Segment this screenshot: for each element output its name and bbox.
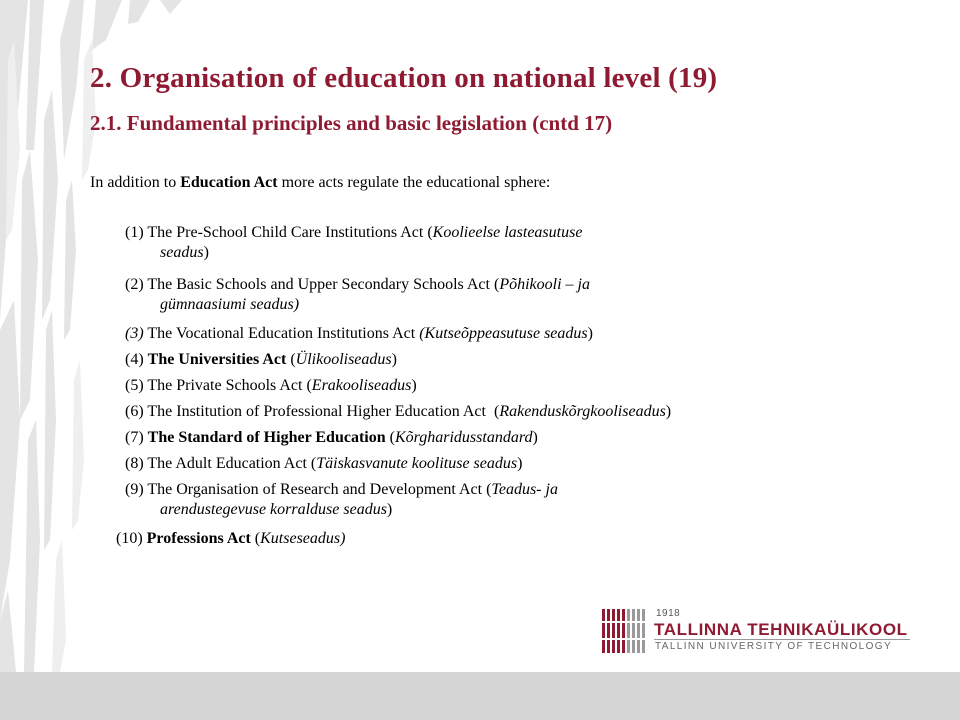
act-local-name: Kutseseadus) [260,530,346,547]
act-local-name: Rakenduskõrgkooliseadus [499,403,666,420]
logo-divider [654,639,910,640]
act-number: (7) [125,429,144,446]
act-local-name: Põhikooli – ja [499,276,590,293]
act-name: The Organisation of Research and Development Act [147,481,483,498]
slide-subtitle: 2.1. Fundamental principles and basic legislation (cntd 17) [90,111,613,135]
intro-bold: Education Act [180,174,278,191]
act-item-7: (7) The Standard of Higher Education (Kõrgharidusstandard) [125,429,538,446]
act-item-1: (1) The Pre-School Child Care Institutions Act (Koolieelse lasteasutuse seadus) [125,224,583,261]
act-name: The Pre-School Child Care Institutions Act [147,224,424,241]
act-local-name-cont: seadus [160,244,204,261]
act-name: The Institution of Professional Higher Education Act [147,403,486,420]
act-local-name-cont: arendustegevuse korralduse seadus [160,501,387,518]
act-name: The Basic Schools and Upper Secondary Schools Act [147,276,490,293]
act-number: (8) [125,455,144,472]
act-local-name-cont: gümnaasiumi seadus) [160,296,300,313]
intro-text [90,174,550,192]
act-number: (9) [125,481,144,498]
act-item-5: (5) The Private Schools Act (Erakooliseadus) [125,377,417,394]
logo-subtitle: TALLINN UNIVERSITY OF TECHNOLOGY [655,641,893,652]
act-number: (10) [116,530,143,547]
act-number: (6) [125,403,144,420]
act-local-name: Kutseõppeasutuse seadus [424,325,588,342]
intro-after: more acts regulate the educational sphere: [277,174,551,191]
act-local-name: Kõrgharidusstandard [394,429,533,446]
act-number: (2) [125,276,144,293]
act-number: (5) [125,377,144,394]
act-item-10: (10) Professions Act (Kutseseadus) [116,530,346,547]
act-item-9: (9) The Organisation of Research and Development Act (Teadus- ja arendustegevuse korralduse seadus) [125,481,558,518]
act-name: Professions Act [146,530,251,547]
act-number: (4) [125,351,144,368]
logo-bars-icon [600,607,648,655]
slide-title: 2. Organisation of education on national level (19) [90,62,718,94]
act-item-2: (2) The Basic Schools and Upper Secondary Schools Act (Põhikooli – ja gümnaasiumi seadus) [125,276,590,313]
act-name: The Vocational Education Institutions Act [147,325,416,342]
act-local-name: Täiskasvanute koolituse seadus [316,455,518,472]
logo-year: 1918 [656,608,681,619]
act-name: The Adult Education Act [147,455,307,472]
act-item-3: (3) The Vocational Education Institutions Act (Kutseõppeasutuse seadus) [125,325,593,342]
intro-before: In addition to [90,174,181,191]
act-name: The Private Schools Act [147,377,303,394]
act-local-name: Teadus- ja [491,481,558,498]
footer-bar [0,672,960,720]
act-item-8: (8) The Adult Education Act (Täiskasvanute koolituse seadus) [125,455,523,472]
act-number: (1) [125,224,144,241]
act-item-6: (6) The Institution of Professional Higher Education Act (Rakenduskõrgkooliseadus) [125,403,672,420]
act-local-name: Koolieelse lasteasutuse [432,224,583,241]
act-name: The Universities Act [147,351,287,368]
act-number: (3) [125,325,144,342]
act-name: The Standard of Higher Education [147,429,386,446]
logo-name: TALLINNA TEHNIKAÜLIKOOL [654,620,908,639]
act-local-name: Ülikooliseadus [295,351,392,368]
act-local-name: Erakooliseadus [311,377,412,394]
act-item-4: (4) The Universities Act (Ülikooliseadus) [125,351,397,368]
university-logo [600,607,910,655]
